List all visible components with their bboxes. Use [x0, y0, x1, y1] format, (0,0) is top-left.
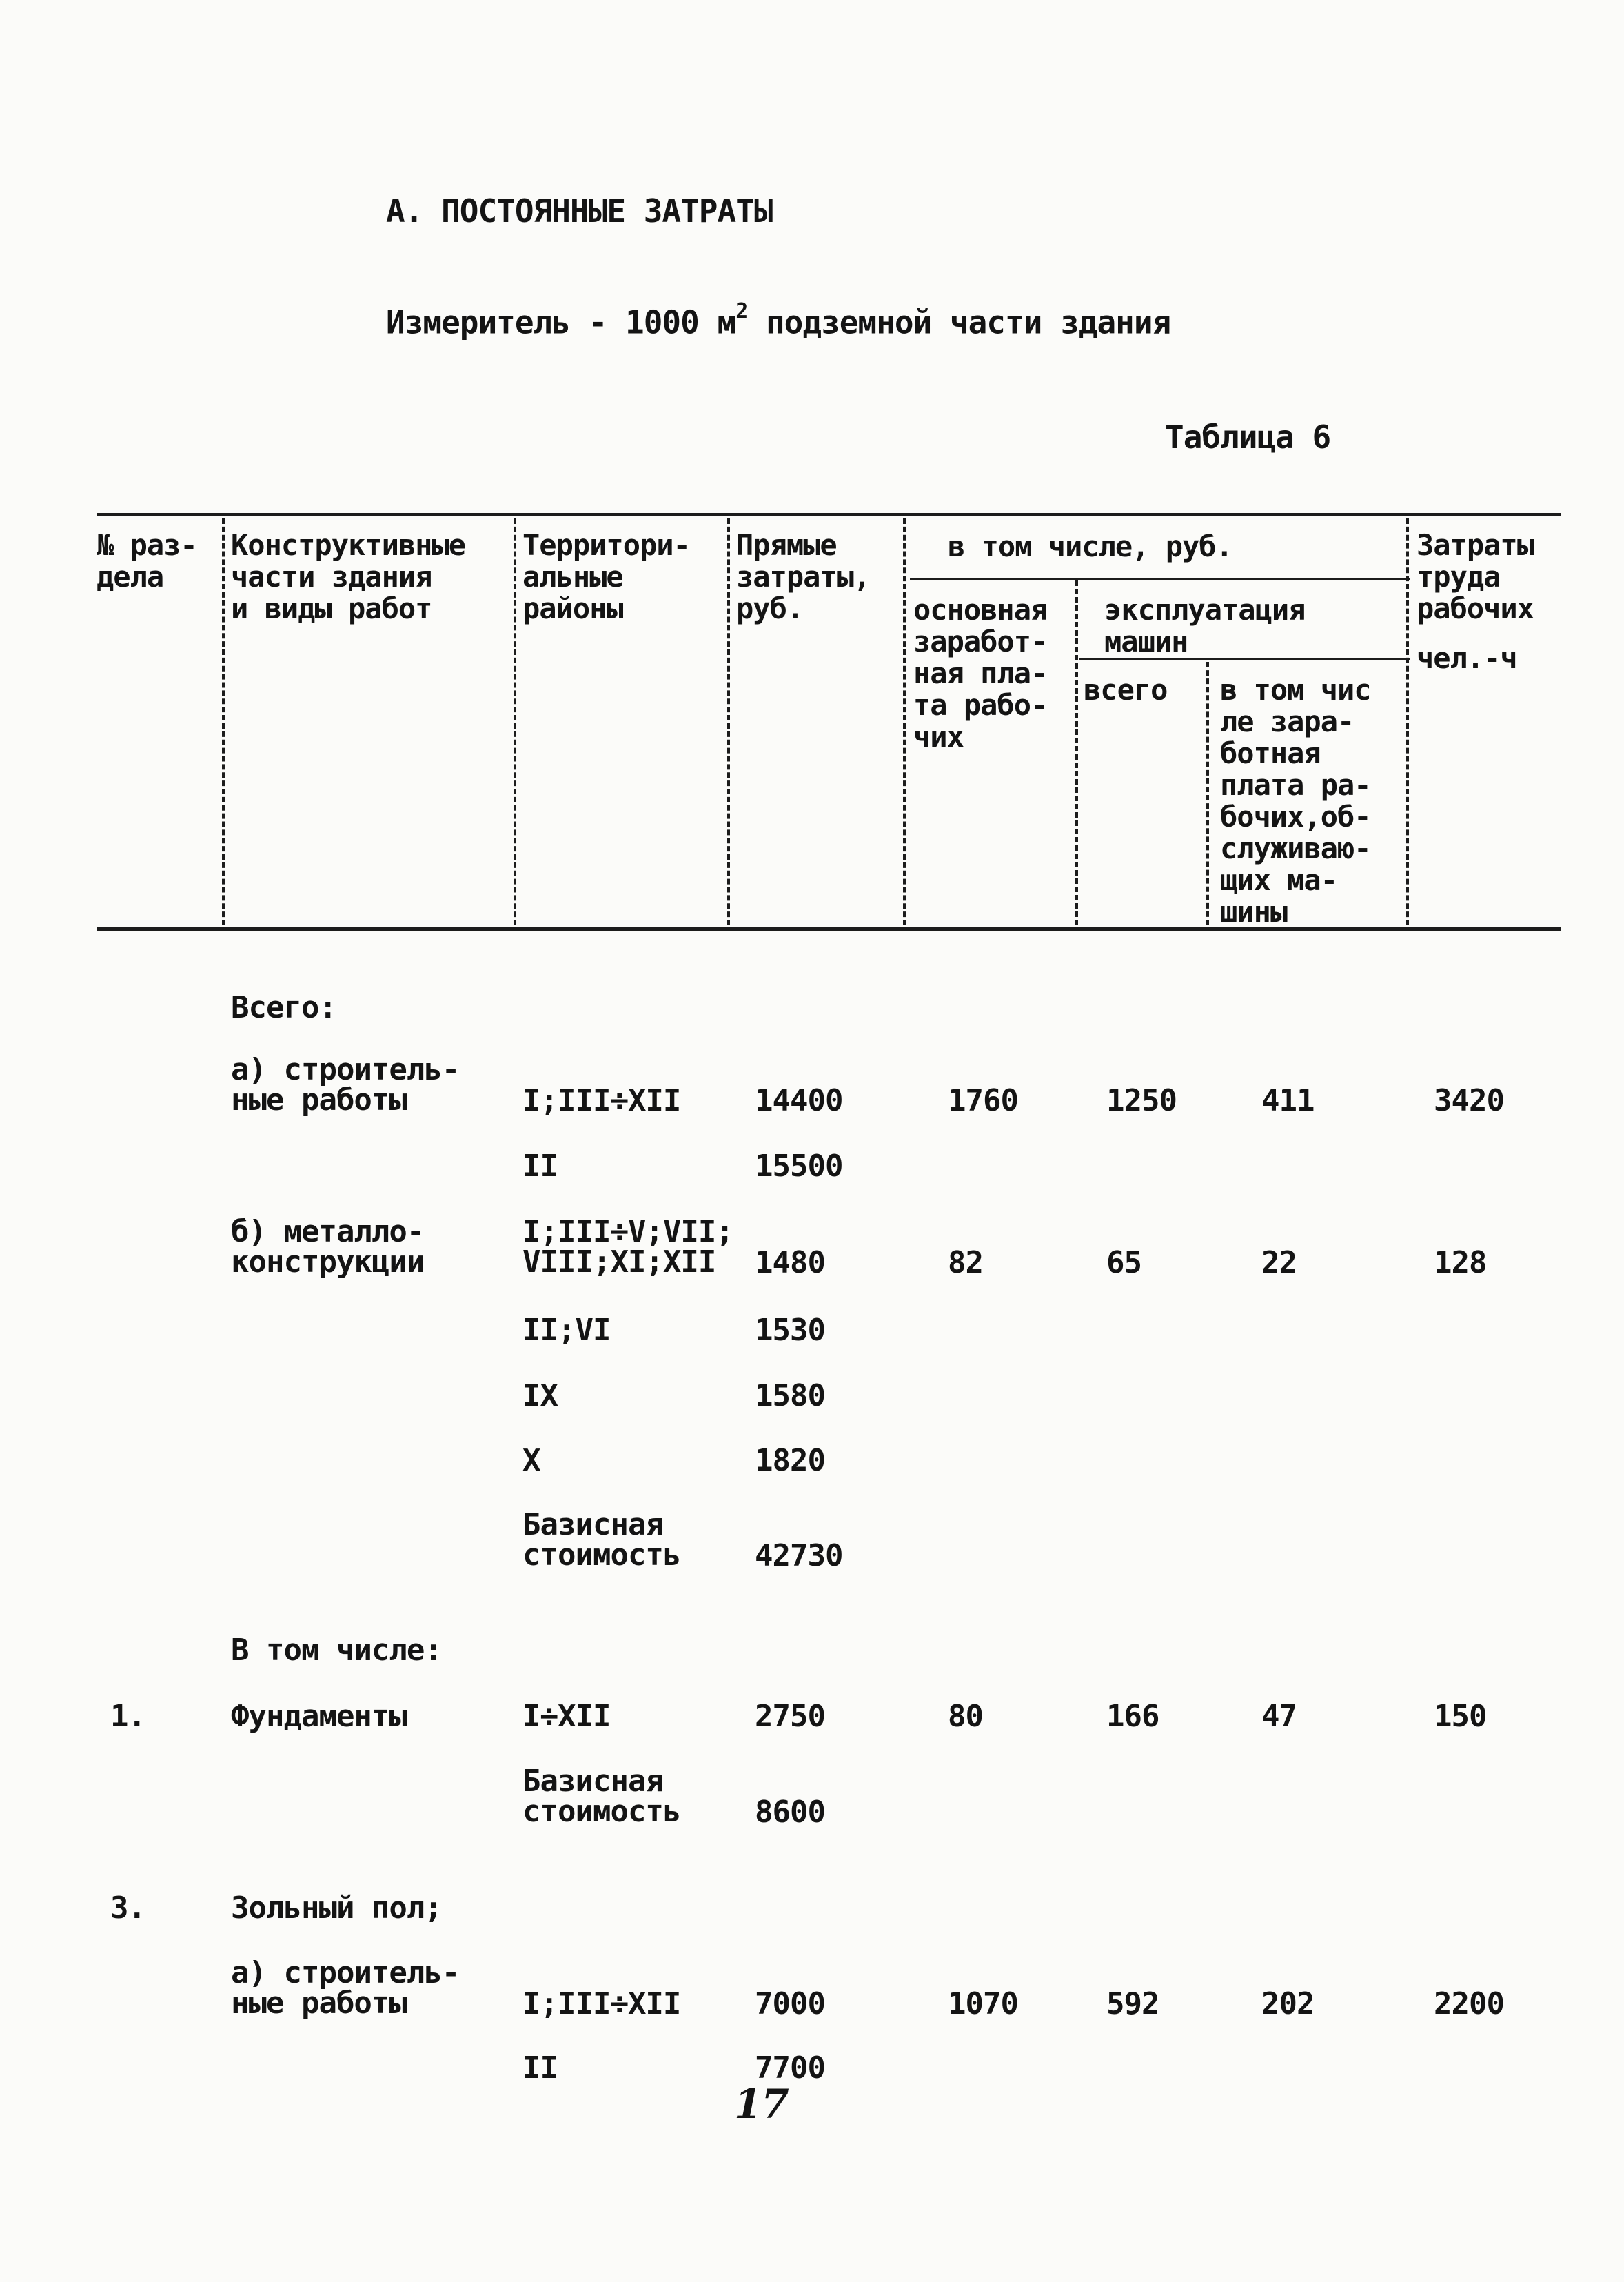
row-machine-wage: 22 — [1261, 1245, 1297, 1280]
row-section-no: 1. — [110, 1699, 145, 1734]
row-region: I;III÷XII — [522, 1986, 681, 2021]
row-machine-wage: 47 — [1261, 1699, 1297, 1734]
row-region: Базисная стоимость — [522, 1507, 681, 1573]
header-machine-total: всего — [1084, 673, 1168, 707]
row-direct: 15500 — [755, 1149, 843, 1184]
unit-superscript: 2 — [735, 299, 748, 323]
measurement-unit — [386, 299, 1171, 341]
header-parts: Конструктивные части здания и виды работ — [231, 528, 466, 625]
row-part: Зольный пол; — [231, 1890, 442, 1926]
row-machine-total: 65 — [1106, 1245, 1141, 1280]
row-direct: 7700 — [755, 2050, 825, 2086]
row-region: I;III÷XII — [522, 1083, 681, 1118]
header-machine-wage: в том чис ле зара- ботная плата ра- бочих,об- служиваю- щих ма- шины — [1220, 673, 1371, 929]
header-machine-operation: эксплуатация машин — [1104, 593, 1306, 658]
row-region: II — [522, 2050, 558, 2086]
row-wage: 82 — [948, 1245, 983, 1280]
row-machine-wage: 202 — [1261, 1986, 1315, 2021]
page-number: 17 — [734, 2081, 789, 2128]
header-labor: Затраты труда рабочих — [1417, 528, 1534, 625]
row-region: II — [522, 1149, 558, 1184]
col-divider — [222, 518, 225, 925]
row-machine-total: 166 — [1106, 1699, 1159, 1734]
header-top-rule — [97, 513, 1561, 516]
row-region: IX — [522, 1378, 558, 1413]
row-direct: 2750 — [755, 1699, 825, 1734]
page-title: А. ПОСТОЯННЫЕ ЗАТРАТЫ — [386, 192, 773, 230]
header-main-wage: основная заработ- ная пла- та рабо- чих — [913, 593, 1048, 754]
machine-rule — [1079, 658, 1410, 660]
row-part: б) металло- конструкции — [231, 1214, 425, 1280]
row-direct: 42730 — [755, 1538, 843, 1573]
incl-rule — [910, 578, 1410, 580]
header-direct-costs: Прямые затраты, руб. — [736, 528, 871, 625]
row-direct: 8600 — [755, 1795, 825, 1830]
col-divider — [1075, 580, 1078, 925]
row-region: II;VI — [522, 1313, 611, 1348]
row-part: а) строитель- ные работы — [231, 1052, 460, 1118]
header-labor-unit: чел.-ч — [1417, 641, 1517, 675]
row-part: а) строитель- ные работы — [231, 1955, 460, 2021]
header-incl-rub: в том числе, руб. — [948, 529, 1232, 563]
row-machine-wage: 411 — [1261, 1083, 1315, 1118]
row-region: I;III÷V;VII; VIII;XI;XII — [522, 1214, 733, 1280]
row-direct: 1820 — [755, 1443, 825, 1478]
row-machine-total: 592 — [1106, 1986, 1159, 2021]
row-region: X — [522, 1443, 540, 1478]
row-direct: 1530 — [755, 1313, 825, 1348]
row-section-no: 3. — [110, 1890, 145, 1926]
row-incl-label: В том числе: — [231, 1633, 442, 1668]
col-divider — [903, 518, 906, 925]
row-labor: 3420 — [1434, 1083, 1504, 1118]
row-part: Фундаменты — [231, 1699, 407, 1734]
row-direct: 1480 — [755, 1245, 825, 1280]
col-divider — [1206, 662, 1209, 925]
row-wage: 1760 — [948, 1083, 1018, 1118]
row-wage: 1070 — [948, 1986, 1018, 2021]
col-divider — [514, 518, 516, 925]
col-divider — [727, 518, 730, 925]
row-machine-total: 1250 — [1106, 1083, 1177, 1118]
col-divider — [1406, 518, 1409, 925]
unit-text-suffix: подземной части здания — [747, 303, 1171, 341]
row-region: Базисная стоимость — [522, 1764, 681, 1829]
table-label: Таблица 6 — [1165, 418, 1331, 456]
row-labor: 2200 — [1434, 1986, 1504, 2021]
row-labor: 150 — [1434, 1699, 1487, 1734]
header-regions: Территори- альные районы — [522, 528, 690, 625]
row-direct: 14400 — [755, 1083, 843, 1118]
unit-text: Измеритель - 1000 м — [386, 303, 736, 341]
row-direct: 7000 — [755, 1986, 825, 2021]
row-total-label: Всего: — [231, 990, 336, 1025]
header-section-no: № раз- дела — [97, 528, 197, 594]
row-direct: 1580 — [755, 1378, 825, 1413]
row-labor: 128 — [1434, 1245, 1487, 1280]
row-wage: 80 — [948, 1699, 983, 1734]
row-region: I÷XII — [522, 1699, 611, 1734]
